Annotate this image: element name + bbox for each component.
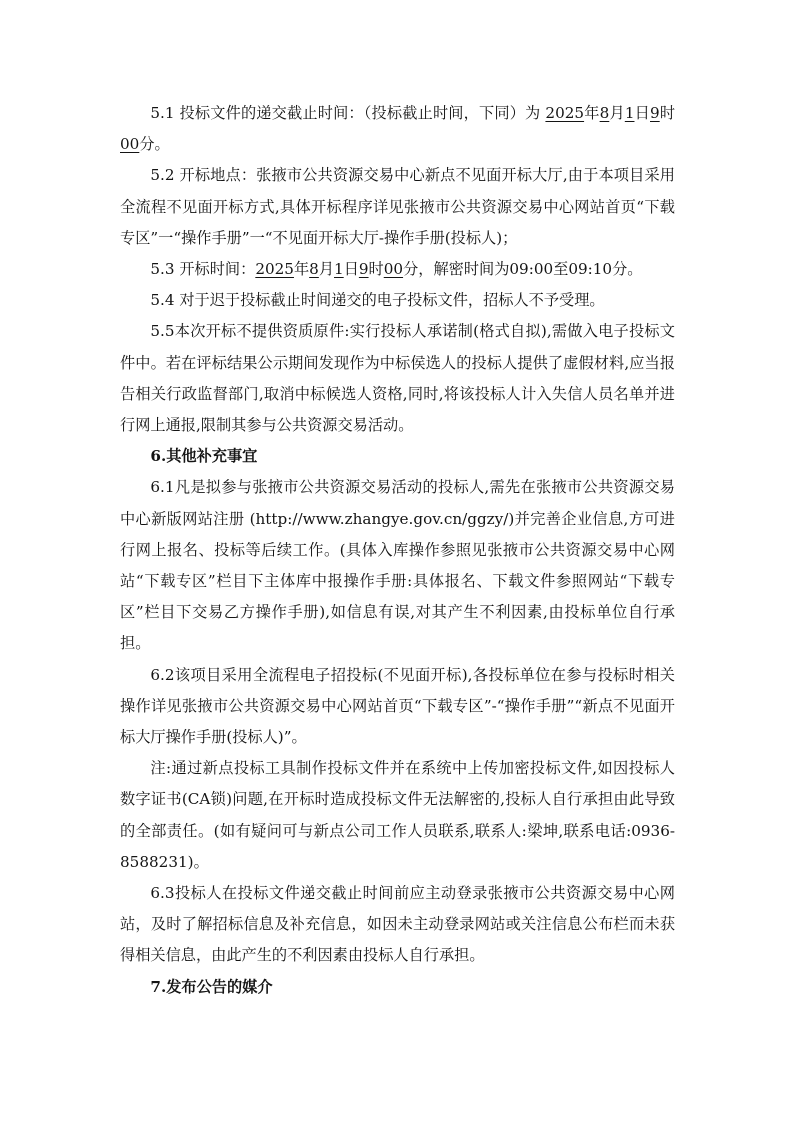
note-paragraph: 注:通过新点投标工具制作投标文件并在系统中上传加密投标文件,如因投标人数字证书(CA锁)问题,在开标时造成投标文件无法解密的,投标人自行承担由此导致的全部责任。(如有疑问可与新点公司工作人员联系,联系人:梁坤,联系电话:0936-8588231)。 (120, 759, 675, 871)
opening-hour: 9 (358, 260, 369, 279)
opening-day: 1 (334, 260, 344, 279)
deadline-minute: 00 (120, 135, 140, 154)
paragraph-6-3: 6.3投标人在投标文件递交截止时间前应主动登录张掖市公共资源交易中心网站，及时了解招标信息及补充信息，如因未主动登录网站或关注信息公布栏而未获得相关信息，由此产生的不利因素由投标人自行承担。 (120, 884, 675, 965)
paragraph-5-5: 5.5本次开标不提供资质原件:实行投标人承诺制(格式自拟),需做入电子投标文件中。若在评标结果公示期间发现作为中标侯选人的投标人提供了虚假材料,应当报告相关行政监督部门,取消中标候选人资格,同时,将该投标人计入失信人员名单并进行网上通报,限制其参与公共资源交易活动。 (120, 322, 675, 435)
deadline-day: 1 (624, 104, 635, 122)
opening-minute: 00 (383, 260, 404, 279)
hour-unit: 时 (659, 104, 676, 122)
paragraph-5-2: 5.2 开标地点：张掖市公共资源交易中心新点不见面开标大厅,由于本项目采用全流程不见面开标方式,具体开标程序详见张掖市公共资源交易中心网站首页“下载专区”一“操作手册”一“不见面开标大厅-操作手册(投标人)； (120, 166, 675, 247)
paragraph-6-1: 6.1凡是拟参与张掖市公共资源交易活动的投标人,需先在张掖市公共资源交易中心新版网站注册 (http://www.zhangye.gov.cn/ggzy/)并完善企业信息,方可进行网上报名、投标等后续工作。(具体入库操作参照见张掖市公共资源交易中心网站“下载专区”栏目下主体库中报操作手册:具体报名、下载文件参照网站“下载专区”栏目下交易乙方操作手册),如信息有误,对其产生不利因素,由投标单位自行承担。 (120, 478, 675, 653)
deadline-label: 5.1 投标文件的递交截止时间：（投标截止时间，下同）为 (150, 104, 546, 122)
hour-unit: 时 (368, 260, 384, 279)
month-unit: 月 (609, 104, 625, 122)
document-body (120, 98, 675, 1003)
paragraph-5-1 (120, 98, 675, 160)
day-unit: 日 (343, 260, 359, 279)
paragraph-5-4: 5.4 对于迟于投标截止时间递交的电子投标文件，招标人不予受理。 (150, 291, 605, 310)
deadline-year: 2025 (545, 104, 585, 122)
deadline-hour: 9 (650, 104, 660, 122)
day-unit: 日 (634, 104, 651, 122)
decryption-time-text: 分，解密时间为09:00至09:10分。 (403, 260, 643, 279)
year-unit: 年 (584, 104, 600, 122)
year-unit: 年 (293, 260, 310, 279)
opening-time-label: 5.3 开标时间： (150, 260, 256, 279)
paragraph-5-3 (120, 254, 675, 285)
deadline-month: 8 (599, 104, 610, 122)
opening-month: 8 (309, 260, 319, 279)
opening-year: 2025 (255, 260, 294, 279)
paragraph-6-2: 6.2该项目采用全流程电子招投标(不见面开标),各投标单位在参与投标时相关操作详见张掖市公共资源交易中心网站首页“下载专区”-“操作手册”“新点不见面开标大厅操作手册(投标人)”。 (120, 665, 675, 747)
month-unit: 月 (318, 260, 335, 279)
section-heading-6: 6.其他补充事宜 (150, 447, 258, 466)
section-heading-7: 7.发布公告的媒介 (150, 977, 273, 996)
minute-unit: 分。 (139, 135, 170, 154)
